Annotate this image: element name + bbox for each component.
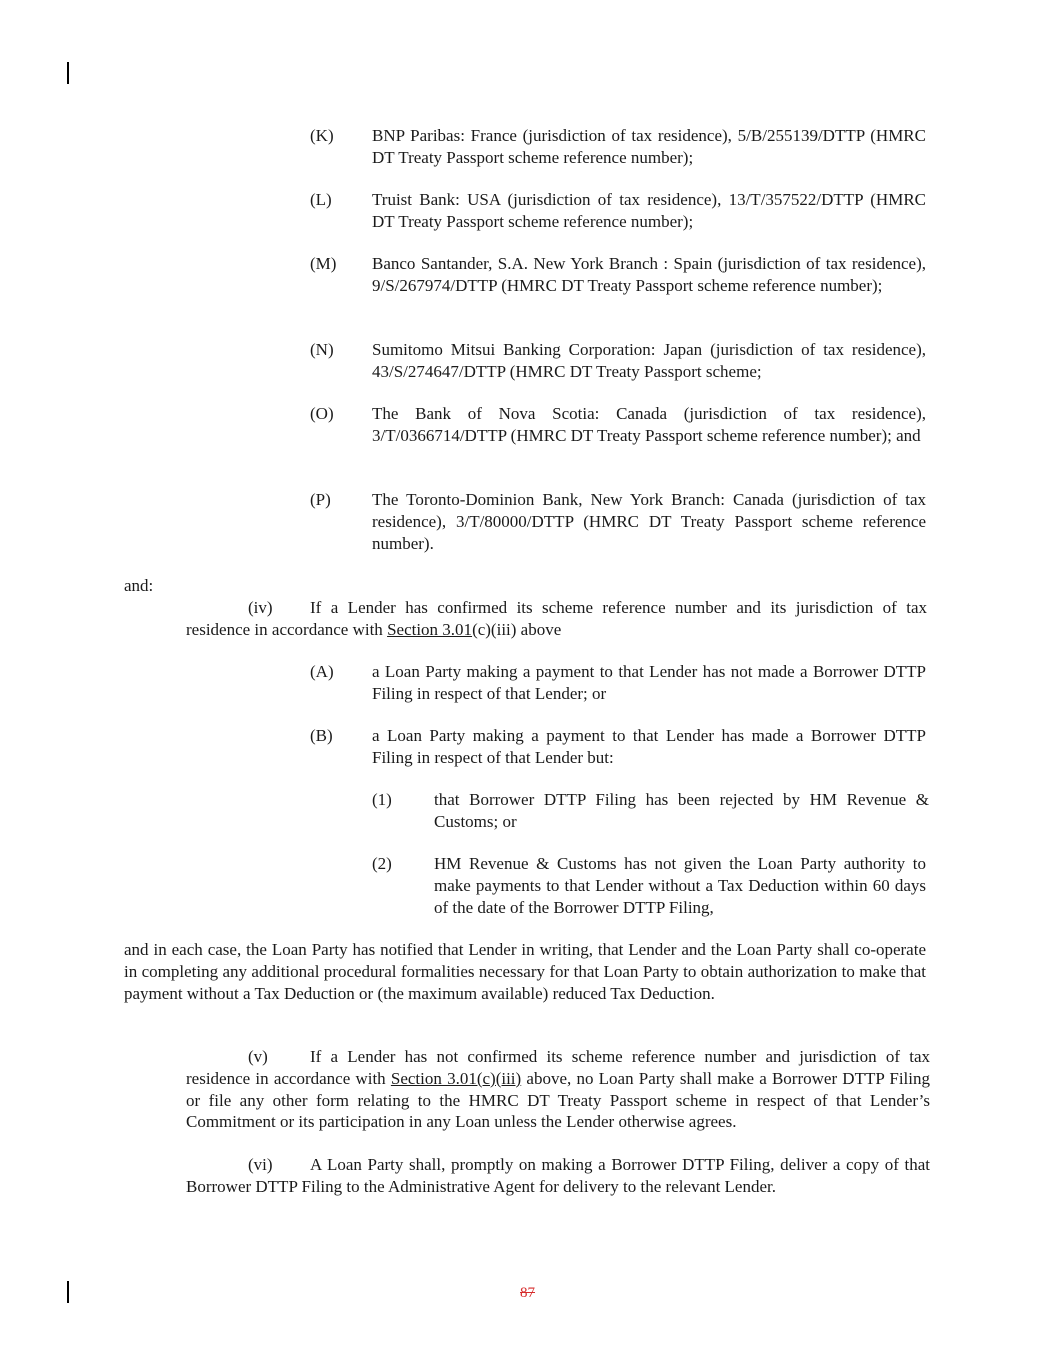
list-item-k — [310, 125, 926, 169]
list-item-text: Sumitomo Mitsui Banking Corporation: Japan (jurisdiction of tax residence), 43/S/274647/DTTP (HMRC DT Treaty Passport scheme; — [372, 340, 926, 381]
list-item-text: The Toronto-Dominion Bank, New York Branch: Canada (jurisdiction of tax residence), 3/T/80000/DTTP (HMRC DT Treaty Passport scheme reference number). — [372, 490, 926, 553]
page-number: 87 — [520, 1285, 535, 1301]
list-item-label: (K) — [310, 126, 334, 145]
list-item-a — [310, 661, 926, 705]
list-item-l — [310, 189, 926, 233]
list-item-label: (O) — [310, 404, 334, 423]
list-item-text: Banco Santander, S.A. New York Branch : Spain (jurisdiction of tax residence), 9/S/267974/DTTP (HMRC DT Treaty Passport scheme reference number); — [372, 254, 926, 295]
list-item-text: a Loan Party making a payment to that Lender has not made a Borrower DTTP Filing in respect of that Lender; or — [372, 662, 926, 703]
list-item-1 — [372, 789, 929, 833]
list-item-o — [310, 403, 926, 447]
change-bar-top — [67, 62, 69, 84]
list-item-2 — [372, 853, 926, 918]
list-item-label: (L) — [310, 190, 332, 209]
list-item-text: Truist Bank: USA (jurisdiction of tax residence), 13/T/357522/DTTP (HMRC DT Treaty Passport scheme reference number); — [372, 190, 926, 231]
list-item-label: (N) — [310, 340, 334, 359]
list-item-m — [310, 253, 926, 297]
list-item-text: The Bank of Nova Scotia: Canada (jurisdiction of tax residence), 3/T/0366714/DTTP (HMRC DT Treaty Passport scheme reference number); and — [372, 404, 926, 445]
list-item-label: (P) — [310, 490, 331, 509]
list-item-text: BNP Paribas: France (jurisdiction of tax residence), 5/B/255139/DTTP (HMRC DT Treaty Passport scheme reference number); — [372, 126, 926, 167]
list-item-text: that Borrower DTTP Filing has been rejected by HM Revenue & Customs; or — [434, 790, 929, 831]
list-item-b — [310, 725, 926, 769]
and-text: and: — [124, 576, 154, 595]
section-reference-link[interactable]: Section 3.01 — [387, 619, 473, 639]
list-item-label: (M) — [310, 254, 337, 273]
list-item-label: (1) — [372, 790, 392, 809]
paragraph-iv: (iv) If a Lender has confirmed its scheme reference number and its jurisdiction of tax residence in accordance with Section 3.01(c)(iii) above — [186, 598, 927, 639]
paragraph-v: (v) If a Lender has not confirmed its scheme reference number and jurisdiction of tax residence in accordance with Section 3.01(c)(iii) above, no Loan Party shall make a Borrower DTTP Filing or file any other form relating to the HMRC DT Treaty Passport scheme in respect of that Lender’s Commitment or its participation in any Loan unless the Lender otherwise agrees. — [186, 1047, 931, 1132]
list-item-n — [310, 339, 926, 383]
list-item-p — [310, 489, 926, 554]
paragraph-vi: (vi) A Loan Party shall, promptly on making a Borrower DTTP Filing, deliver a copy of that Borrower DTTP Filing to the Administrative Agent for delivery to the relevant Lender. — [186, 1155, 930, 1196]
list-item-text: a Loan Party making a payment to that Lender has made a Borrower DTTP Filing in respect of that Lender but: — [372, 726, 926, 767]
section-reference-link[interactable]: Section 3.01(c)(iii) — [390, 1068, 522, 1088]
list-item-label: (B) — [310, 726, 333, 745]
each-case-paragraph: and in each case, the Loan Party has notified that Lender in writing, that Lender and the Loan Party shall co-operate in completing any additional procedural formalities necessary for that Loan Party to obtain authorization to make that payment without a Tax Deduction or (the maximum available) reduced Tax Deduction. — [124, 940, 926, 1003]
list-item-label: (A) — [310, 662, 334, 681]
paragraph-label: (iv) — [248, 598, 273, 617]
paragraph-label: (vi) — [248, 1155, 273, 1174]
list-item-label: (2) — [372, 854, 392, 873]
paragraph-label: (v) — [248, 1047, 268, 1066]
list-item-text: HM Revenue & Customs has not given the Loan Party authority to make payments to that Lender without a Tax Deduction within 60 days of the date of the Borrower DTTP Filing, — [434, 854, 926, 917]
